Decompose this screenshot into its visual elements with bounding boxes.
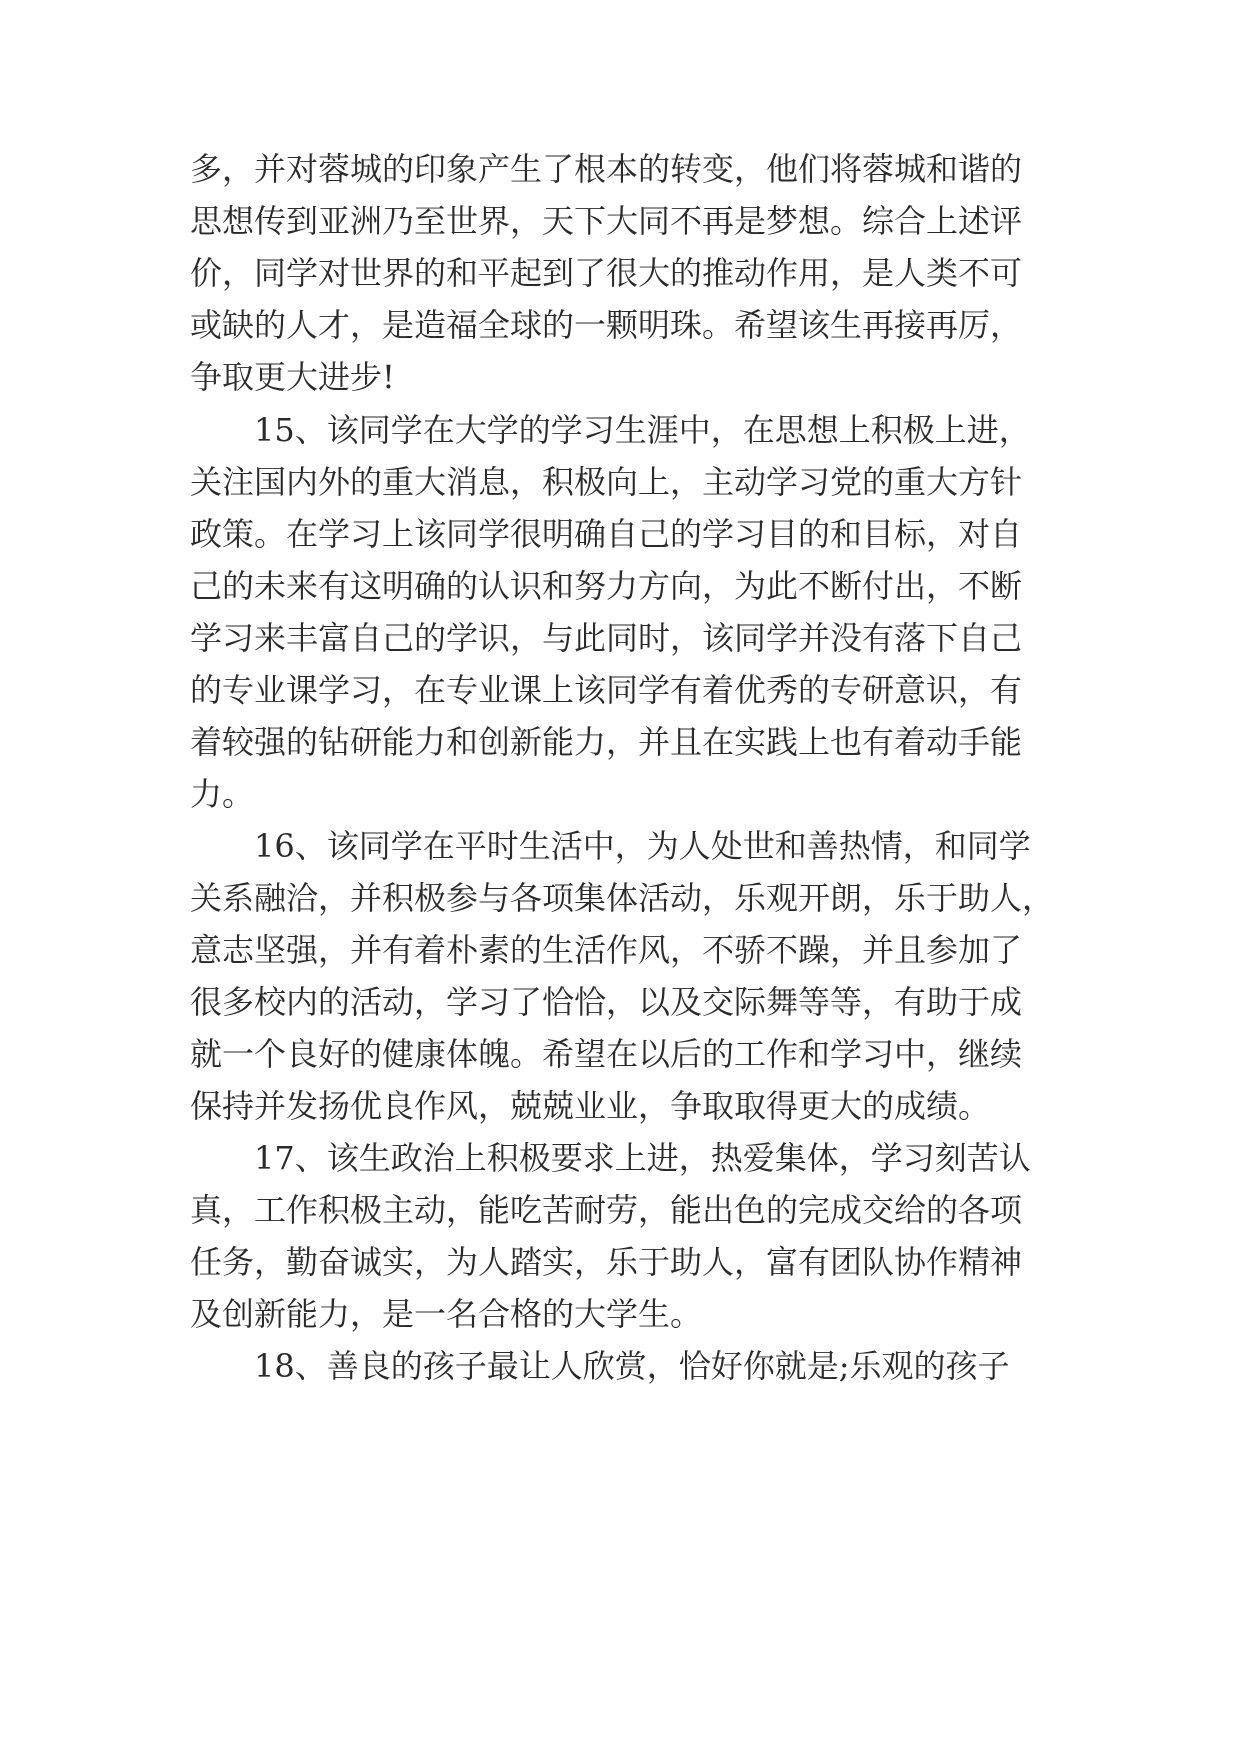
text-line: 或缺的人才，是造福全球的一颗明珠。希望该生再接再厉， — [190, 306, 1023, 344]
text-line: 关注国内外的重大消息，积极向上，主动学习党的重大方针 — [190, 463, 1023, 501]
text-line: 关系融洽，并积极参与各项集体活动，乐观开朗，乐于助人， — [190, 879, 1055, 917]
paragraph-18-first-line: 18、善良的孩子最让人欣赏，恰好你就是;乐观的孩子 — [254, 1347, 1010, 1385]
paragraph-16-first-line: 16、该同学在平时生活中，为人处世和善热情，和同学 — [254, 827, 1031, 865]
text-line: 意志坚强，并有着朴素的生活作风，不骄不躁，并且参加了 — [190, 931, 1023, 969]
text-line: 多，并对蓉城的印象产生了根本的转变，他们将蓉城和谐的 — [190, 150, 1023, 188]
text-line: 就一个良好的健康体魄。希望在以后的工作和学习中，继续 — [190, 1035, 1023, 1073]
text-line: 价，同学对世界的和平起到了很大的推动作用，是人类不可 — [190, 254, 1023, 292]
text-line: 着较强的钻研能力和创新能力，并且在实践上也有着动手能 — [190, 723, 1023, 761]
text-line: 的专业课学习，在专业课上该同学有着优秀的专研意识，有 — [190, 671, 1023, 709]
text-line: 真，工作积极主动，能吃苦耐劳，能出色的完成交给的各项 — [190, 1191, 1023, 1229]
text-line: 及创新能力，是一名合格的大学生。 — [190, 1295, 703, 1333]
paragraph-15-first-line: 15、该同学在大学的学习生涯中，在思想上积极上进， — [254, 411, 1031, 449]
text-line: 思想传到亚洲乃至世界，天下大同不再是梦想。综合上述评 — [190, 202, 1023, 240]
text-line: 政策。在学习上该同学很明确自己的学习目的和目标，对自 — [190, 515, 1023, 553]
text-line: 力。 — [190, 775, 255, 813]
paragraph-17-first-line: 17、该生政治上积极要求上进，热爱集体，学习刻苦认 — [254, 1139, 1031, 1177]
text-line: 任务，勤奋诚实，为人踏实，乐于助人，富有团队协作精神 — [190, 1243, 1023, 1281]
text-line: 学习来丰富自己的学识，与此同时，该同学并没有落下自己 — [190, 619, 1023, 657]
text-line: 很多校内的活动，学习了恰恰，以及交际舞等等，有助于成 — [190, 983, 1023, 1021]
text-line: 争取更大进步! — [190, 358, 395, 396]
text-line: 己的未来有这明确的认识和努力方向，为此不断付出，不断 — [190, 567, 1023, 605]
text-line: 保持并发扬优良作风，兢兢业业，争取取得更大的成绩。 — [190, 1087, 991, 1125]
